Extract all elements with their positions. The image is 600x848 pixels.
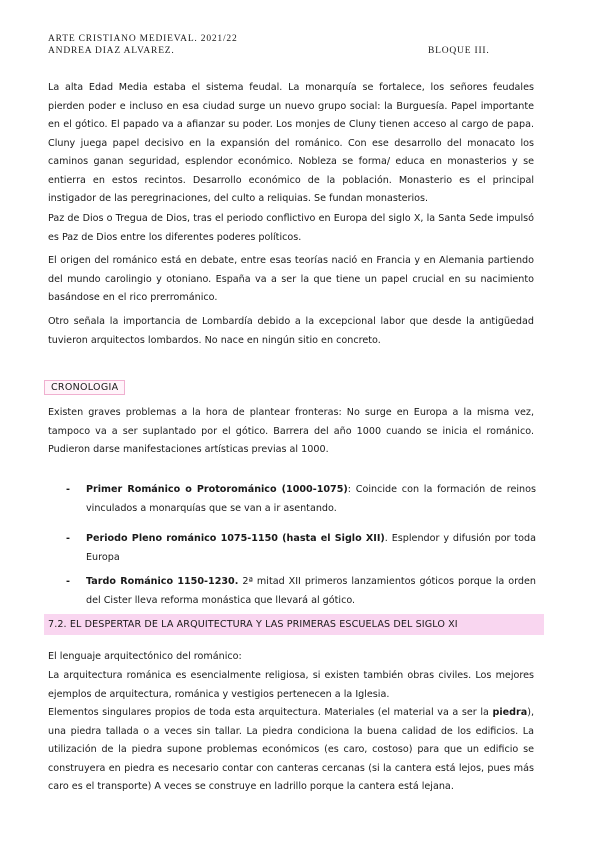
period-text: 2ª mitad XII primeros lanzamientos góticos porque la orden del Cister lleva reforma monástica que llevará al gótico. <box>86 576 536 606</box>
intro-paragraph-3: El origen del románico está en debate, entre esas teorías nació en Francia y en Alemania partiendo del mundo carolingio y otoniano. España va a ser la que tiene un papel crucial en su nacimiento basándose en el rico prerrománico. <box>48 255 534 303</box>
period-title: Periodo Pleno románico 1075-1150 (hasta el Siglo XII) <box>86 533 385 544</box>
period-text: : Coincide con la formación de reinos vinculados a monarquías que se van a ir asentando. <box>86 484 536 514</box>
p2-bold: piedra <box>492 707 528 718</box>
list-item <box>66 530 536 567</box>
period-list <box>66 481 536 610</box>
period-title: Tardo Románico 1150-1230. <box>86 576 239 587</box>
intro-paragraph-2: Paz de Dios o Tregua de Dios, tras el periodo conflictivo en Europa del siglo X, la Santa Sede impulsó es Paz de Dios entre los diferentes poderes políticos. <box>48 213 534 243</box>
period-title: Primer Románico o Protorománico (1000-1075) <box>86 484 348 495</box>
p2-before: Elementos singulares propios de toda esta arquitectura. Materiales (el material va a ser la <box>48 707 493 718</box>
section-paragraph-1: La arquitectura románica es esencialmente religiosa, si existen también obras civiles. Los mejores ejemplos de arquitectura, románica y vestigios pertenecen a la Iglesia. <box>48 670 534 700</box>
intro-paragraph-4: Otro señala la importancia de Lombardía debido a la excepcional labor que desde la antigüedad tuvieron arquitectos lombardos. No nace en ningún sitio en concreto. <box>48 316 534 346</box>
list-item <box>66 481 536 518</box>
intro-paragraph-1: La alta Edad Media estaba el sistema feudal. La monarquía se fortalece, los señores feudales pierden poder e incluso en esa ciudad surge un nuevo grupo social: la Burguesía. Papel importante en el gótico. El papado va a afianzar su poder. Los monjes de Cluny tienen acceso al cargo de papa. Cluny juega papel decisivo en la expansión del románico. Con ese desarrollo del monacato los caminos ganan seguridad, esplendor económico. Nobleza se forma/ educa en monasterios y se entierra en estos recintos. Desarrollo económico de la población. Monasterio es el principal instigador de las peregrinaciones, del culto a reliquias. Se fundan monasterios. <box>48 82 534 204</box>
section-subheading: El lenguaje arquitectónico del románico: <box>48 651 242 662</box>
list-item <box>66 573 536 610</box>
period-text: . Esplendor y difusión por toda Europa <box>86 533 536 563</box>
section-paragraph-2 <box>48 704 534 797</box>
bullet-dash: - <box>66 484 70 495</box>
chronology-label: CRONOLOGIA <box>44 380 125 395</box>
section-heading: 7.2. EL DESPERTAR DE LA ARQUITECTURA Y LAS PRIMERAS ESCUELAS DEL SIGLO XI <box>44 614 544 635</box>
chronology-paragraph: Existen graves problemas a la hora de plantear fronteras: No surge en Europa a la misma vez, tampoco va a ser suplantado por el gótico. Barrera del año 1000 cuando se inicia el románico. Pudieron darse manifestaciones artísticas previas al 1000. <box>48 407 534 455</box>
p2-after: ), una piedra tallada o a veces sin tallar. La piedra condiciona la buena calidad de los edificios. La utilización de la piedra supone problemas económicos (es caro, costoso) para que un edificio se construyera en piedra es necesario contar con canteras cercanas (si la cantera está lejos, pues más caro es el transporte) A veces se construye en ladrillo porque la cantera está lejana. <box>48 707 534 792</box>
header-block: BLOQUE III. <box>428 46 490 56</box>
header-course: ARTE CRISTIANO MEDIEVAL. 2021/22 <box>48 34 238 44</box>
header-author: ANDREA DIAZ ALVAREZ. <box>48 46 175 56</box>
bullet-dash: - <box>66 533 70 544</box>
bullet-dash: - <box>66 576 70 587</box>
